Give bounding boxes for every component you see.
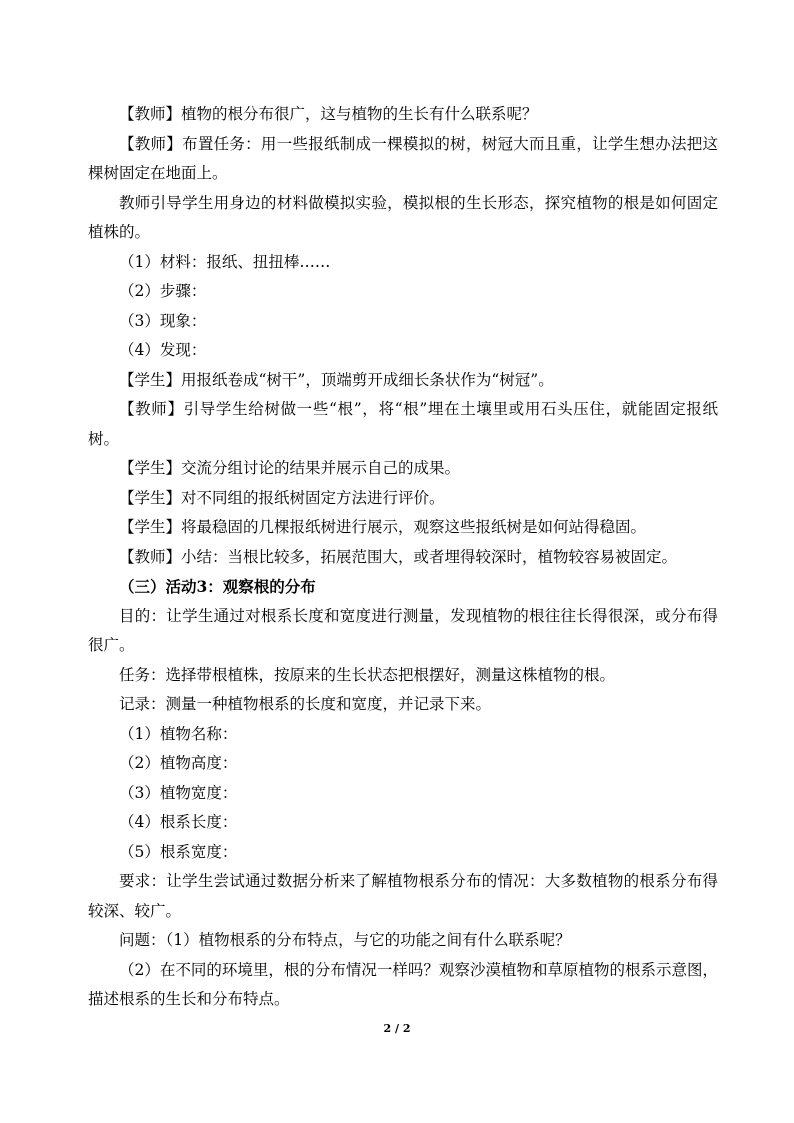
paragraph: （1）材料：报纸、扭扭棒…… (119, 252, 331, 271)
paragraph: （3）现象： (119, 311, 207, 330)
paragraph: 记录：测量一种植物根系的长度和宽度，并记录下来。 (119, 695, 492, 713)
paragraph: 【学生】交流分组讨论的结果并展示自己的成果。 (119, 459, 461, 477)
paragraph: （1）植物名称： (119, 724, 238, 743)
paragraph: 【学生】将最稳固的几棵报纸树进行展示，观察这些报纸树是如何站得稳固。 (119, 518, 647, 536)
page-number: 2 / 2 (383, 1022, 411, 1035)
document-body (88, 100, 718, 1015)
paragraph: 目的：让学生通过对根系长度和宽度进行测量，发现植物的根往往长得很深，或分布得很广。 (88, 606, 718, 654)
paragraph: （2）步骤： (119, 282, 207, 300)
paragraph: 【教师】小结：当根比较多，拓展范围大，或者埋得较深时，植物较容易被固定。 (119, 547, 678, 566)
paragraph: 【学生】用报纸卷成“树干”，顶端剪开成细长条状作为“树冠”。 (119, 370, 554, 389)
paragraph: （4）发现： (119, 341, 207, 359)
paragraph: 【教师】布置任务：用一些报纸制成一棵模拟的树，树冠大而且重，让学生想办法把这棵树固定在地面上。 (88, 134, 718, 182)
paragraph: 【学生】对不同组的报纸树固定方法进行评价。 (119, 488, 445, 507)
paragraph: 问题：（1）植物根系的分布特点，与它的功能之间有什么联系呢？ (119, 931, 571, 949)
paragraph: （3）植物宽度： (119, 783, 238, 802)
paragraph: 要求：让学生尝试通过数据分析来了解植物根系分布的情况：大多数植物的根系分布得较深、较广。 (88, 872, 718, 920)
paragraph: 【教师】引导学生给树做一些“根”，将“根”埋在土壤里或用石头压住，就能固定报纸树。 (88, 400, 718, 448)
paragraph: （5）根系宽度： (119, 842, 238, 861)
paragraph: （4）根系长度： (119, 813, 238, 831)
paragraph: 教师引导学生用身边的材料做模拟实验，模拟根的生长形态，探究植物的根是如何固定植株的。 (88, 193, 718, 241)
paragraph: 任务：选择带根植株，按原来的生长状态把根摆好，测量这株植物的根。 (119, 665, 616, 684)
paragraph: 【教师】植物的根分布很广，这与植物的生长有什么联系呢？ (119, 105, 538, 123)
paragraph: （2）植物高度： (119, 754, 238, 772)
paragraph: （2）在不同的环境里，根的分布情况一样吗？观察沙漠植物和草原植物的根系示意图，描述根系的生长和分布特点。 (88, 960, 718, 1008)
section-heading: （三）活动3：观察根的分布 (119, 577, 316, 596)
